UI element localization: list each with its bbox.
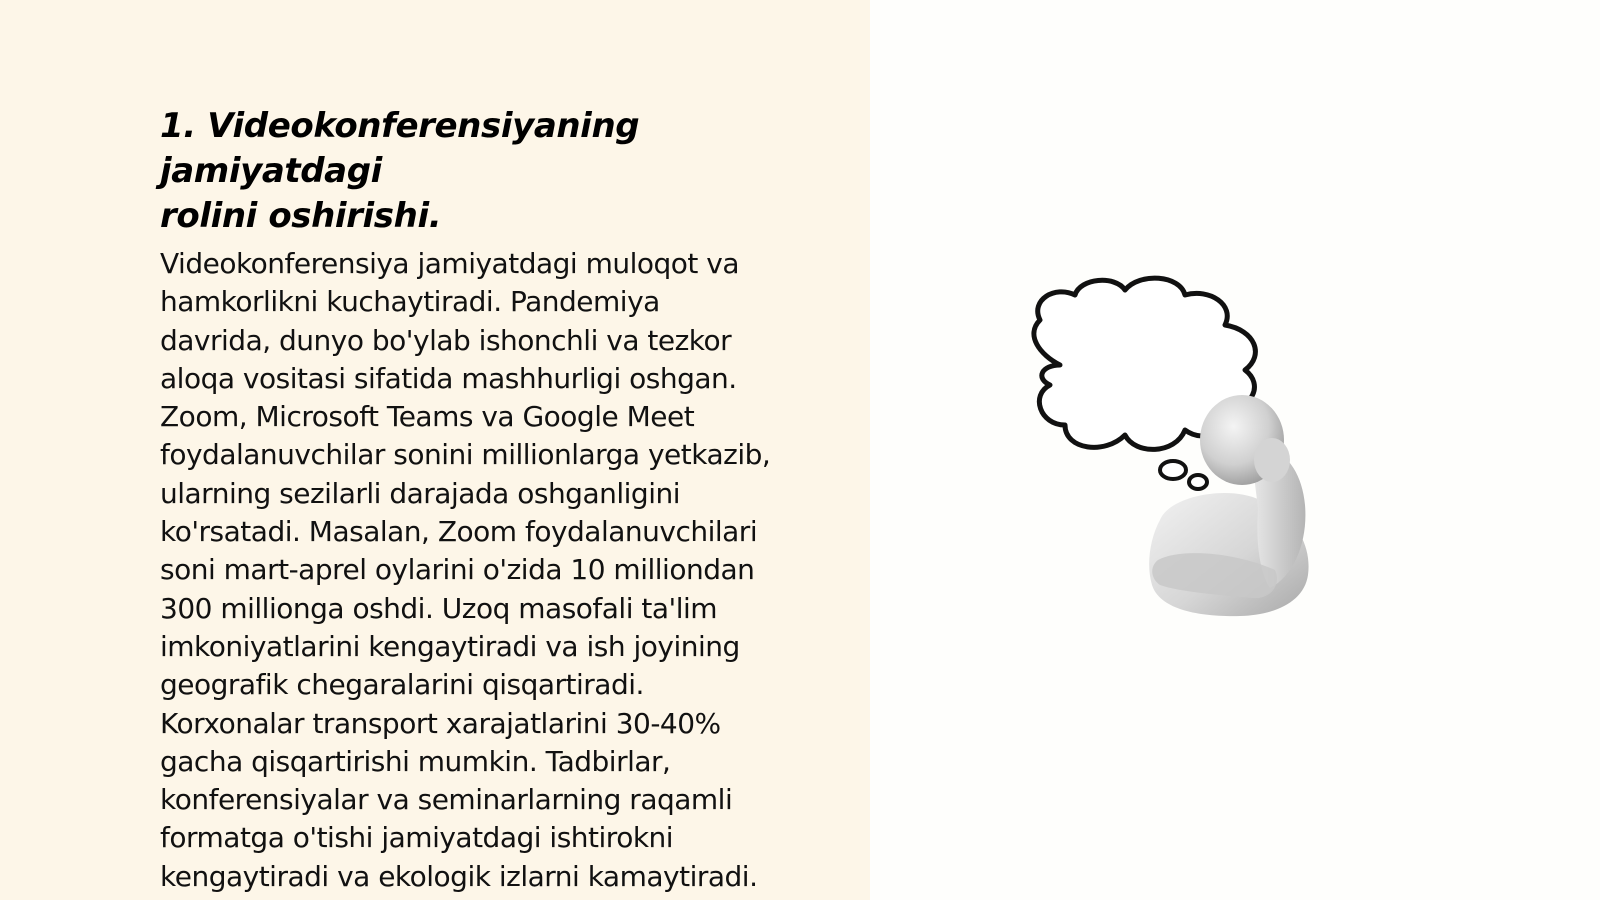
slide-heading: 1. Videokonferensiyaning jamiyatdagi rolini oshirishi. [160,106,640,236]
thinking-person-icon [1020,270,1350,620]
slide-body-text: Videokonferensiya jamiyatdagi muloqot va hamkorlikni kuchaytiradi. Pandemiya davrida, dunyo bo'ylab ishonchli va tezkor aloqa vositasi sifatida mashhurligi oshgan. Zoom, Microsoft Teams va Google Meet foydalanuvchilar sonini millionlarga yetkazib, ularning sezilarli darajada oshganligini ko'rsatadi. Masalan, Zoom foydalanuvchilari soni mart-aprel oylarini o'zida 10 milliondan 300 millionga oshdi. Uzoq masofali ta'lim imkoniyatlarini kengaytiradi va ish joyining geografik chegaralarini qisqartiradi. Korxonalar transport xarajatlarini 30-40% gacha qisqartirishi mumkin. Tadbirlar, konferensiyalar va seminarlarning raqamli formatga o'tishi jamiyatdagi ishtirokni kengaytiradi va ekologik izlarni kamaytiradi. [160,247,771,893]
